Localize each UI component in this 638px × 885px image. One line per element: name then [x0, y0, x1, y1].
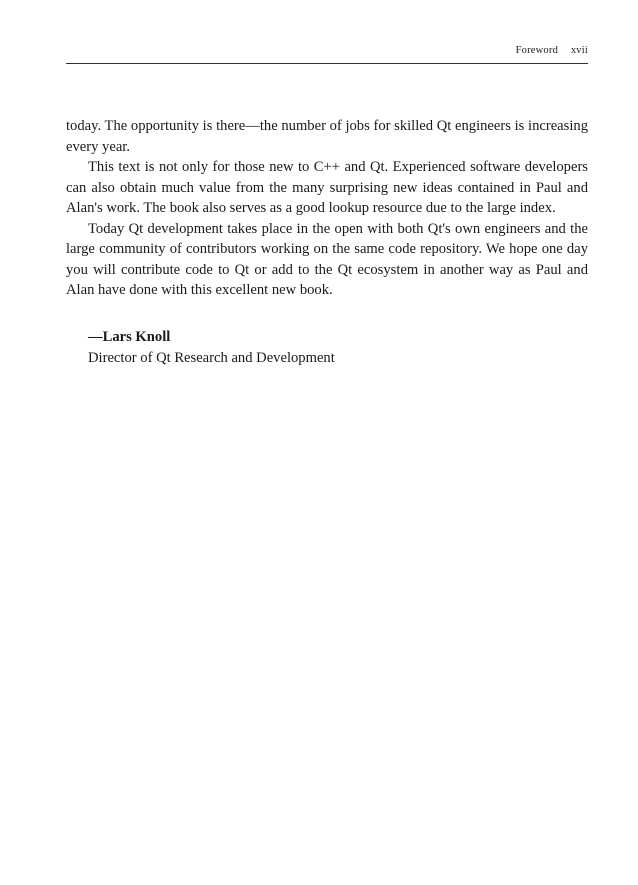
signature-name: —Lars Knoll: [88, 329, 171, 345]
paragraph: This text is not only for those new to C++ and Qt. Experienced software developers can also obtain much value from the many surprising new ideas contained in Paul and Alan's work. The book also serves as a good lookup resource due to the large index.: [66, 159, 588, 216]
signature-title: Director of Qt Research and Development: [88, 350, 335, 366]
page-number: xvii: [570, 45, 588, 56]
running-header-section: Foreword: [515, 45, 559, 56]
signature-block: [88, 327, 335, 369]
paragraph-continued: today. The opportunity is there—the number of jobs for skilled Qt engineers is increasing every year.: [66, 118, 588, 155]
paragraph: Today Qt development takes place in the open with both Qt's own engineers and the large community of contributors working on the same code repository. We hope one day you will contribute code to Qt or add to the Qt ecosystem in another way as Paul and Alan have done with this excellent new book.: [66, 220, 588, 298]
body-text: [66, 116, 588, 301]
running-header: [66, 45, 588, 56]
header-rule: [66, 63, 588, 64]
